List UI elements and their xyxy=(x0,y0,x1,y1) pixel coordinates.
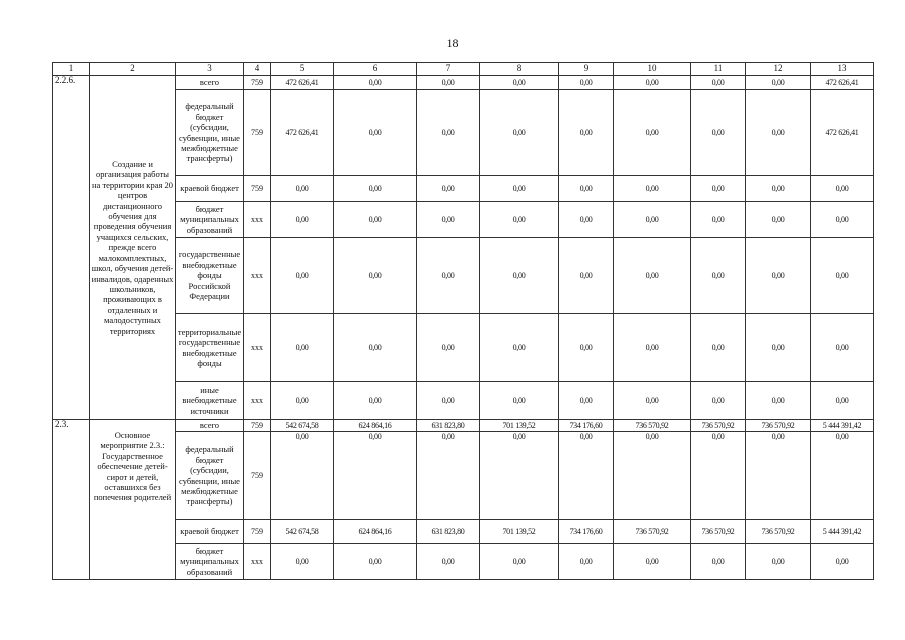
amount-cell: 0,00 xyxy=(417,544,480,580)
funding-source: бюджет муниципальных образований xyxy=(176,544,244,580)
amount-cell: 0,00 xyxy=(417,238,480,314)
amount-cell: 0,00 xyxy=(559,90,614,176)
item-code: 2.3. xyxy=(53,420,90,580)
amount-cell: 5 444 391,42 xyxy=(811,520,874,544)
budget-code: ххх xyxy=(244,314,271,382)
amount-cell: 0,00 xyxy=(691,382,746,420)
page-number: 18 xyxy=(446,36,459,50)
funding-source: государственные внебюджетные фонды Российской Федерации xyxy=(176,238,244,314)
header-cell: 13 xyxy=(811,63,874,76)
amount-cell: 736 570,92 xyxy=(614,420,691,432)
amount-cell: 0,00 xyxy=(417,76,480,90)
amount-cell: 472 626,41 xyxy=(811,90,874,176)
amount-cell: 736 570,92 xyxy=(691,420,746,432)
amount-cell: 0,00 xyxy=(746,202,811,238)
table-row xyxy=(53,382,874,420)
amount-cell: 701 139,52 xyxy=(480,520,559,544)
amount-cell: 0,00 xyxy=(480,544,559,580)
table-row xyxy=(53,76,874,90)
header-row xyxy=(53,63,874,76)
funding-source: краевой бюджет xyxy=(176,520,244,544)
amount-cell: 0,00 xyxy=(811,238,874,314)
amount-cell: 0,00 xyxy=(334,432,417,520)
amount-cell: 0,00 xyxy=(417,176,480,202)
header-cell: 6 xyxy=(334,63,417,76)
amount-cell: 0,00 xyxy=(746,238,811,314)
amount-cell: 0,00 xyxy=(811,432,874,520)
table-row xyxy=(53,90,874,176)
header-cell: 7 xyxy=(417,63,480,76)
amount-cell: 0,00 xyxy=(691,202,746,238)
amount-cell: 736 570,92 xyxy=(691,520,746,544)
item-description: Основное мероприятие 2.3.: Государственное обеспечение детей-сирот и детей, оставшихся без попечения родителей xyxy=(90,420,176,580)
budget-code: 759 xyxy=(244,420,271,432)
table-row xyxy=(53,520,874,544)
amount-cell: 701 139,52 xyxy=(480,420,559,432)
amount-cell: 0,00 xyxy=(480,90,559,176)
amount-cell: 0,00 xyxy=(559,432,614,520)
amount-cell: 0,00 xyxy=(334,382,417,420)
amount-cell: 0,00 xyxy=(334,202,417,238)
header-cell: 4 xyxy=(244,63,271,76)
amount-cell: 0,00 xyxy=(691,314,746,382)
funding-source: бюджет муниципальных образований xyxy=(176,202,244,238)
header-cell: 9 xyxy=(559,63,614,76)
amount-cell: 0,00 xyxy=(614,90,691,176)
amount-cell: 0,00 xyxy=(746,76,811,90)
amount-cell: 0,00 xyxy=(559,76,614,90)
amount-cell: 0,00 xyxy=(746,544,811,580)
amount-cell: 0,00 xyxy=(746,314,811,382)
header-cell: 1 xyxy=(53,63,90,76)
amount-cell: 0,00 xyxy=(417,314,480,382)
amount-cell: 0,00 xyxy=(614,314,691,382)
amount-cell: 0,00 xyxy=(271,176,334,202)
amount-cell: 0,00 xyxy=(271,202,334,238)
header-cell: 5 xyxy=(271,63,334,76)
amount-cell: 734 176,60 xyxy=(559,420,614,432)
amount-cell: 472 626,41 xyxy=(271,76,334,90)
amount-cell: 0,00 xyxy=(559,238,614,314)
amount-cell: 0,00 xyxy=(614,176,691,202)
amount-cell: 472 626,41 xyxy=(811,76,874,90)
amount-cell: 0,00 xyxy=(691,544,746,580)
amount-cell: 0,00 xyxy=(811,314,874,382)
amount-cell: 0,00 xyxy=(417,432,480,520)
budget-code: 759 xyxy=(244,176,271,202)
header-cell: 2 xyxy=(90,63,176,76)
amount-cell: 0,00 xyxy=(691,432,746,520)
amount-cell: 0,00 xyxy=(614,202,691,238)
table-row xyxy=(53,176,874,202)
funding-source: всего xyxy=(176,76,244,90)
item-code: 2.2.6. xyxy=(53,76,90,420)
budget-code: 759 xyxy=(244,90,271,176)
amount-cell: 736 570,92 xyxy=(746,420,811,432)
table-row xyxy=(53,432,874,520)
amount-cell: 0,00 xyxy=(746,432,811,520)
amount-cell: 0,00 xyxy=(559,544,614,580)
amount-cell: 0,00 xyxy=(334,544,417,580)
funding-source: всего xyxy=(176,420,244,432)
amount-cell: 0,00 xyxy=(559,314,614,382)
amount-cell: 0,00 xyxy=(417,382,480,420)
amount-cell: 0,00 xyxy=(271,382,334,420)
amount-cell: 542 674,58 xyxy=(271,520,334,544)
header-cell: 8 xyxy=(480,63,559,76)
amount-cell: 0,00 xyxy=(559,176,614,202)
table-row xyxy=(53,420,874,432)
budget-code: ххх xyxy=(244,382,271,420)
amount-cell: 0,00 xyxy=(691,76,746,90)
table-row xyxy=(53,314,874,382)
amount-cell: 734 176,60 xyxy=(559,520,614,544)
table-row xyxy=(53,544,874,580)
header-cell: 12 xyxy=(746,63,811,76)
amount-cell: 631 823,80 xyxy=(417,520,480,544)
amount-cell: 0,00 xyxy=(480,202,559,238)
amount-cell: 0,00 xyxy=(559,202,614,238)
amount-cell: 0,00 xyxy=(811,382,874,420)
header-cell: 11 xyxy=(691,63,746,76)
funding-source: федеральный бюджет (субсидии, субвенции, иные межбюджетные трансферты) xyxy=(176,90,244,176)
budget-code: 759 xyxy=(244,432,271,520)
amount-cell: 624 864,16 xyxy=(334,420,417,432)
amount-cell: 472 626,41 xyxy=(271,90,334,176)
funding-source: территориальные государственные внебюджетные фонды xyxy=(176,314,244,382)
amount-cell: 624 864,16 xyxy=(334,520,417,544)
amount-cell: 0,00 xyxy=(480,76,559,90)
amount-cell: 0,00 xyxy=(334,76,417,90)
amount-cell: 0,00 xyxy=(811,544,874,580)
amount-cell: 0,00 xyxy=(480,382,559,420)
amount-cell: 0,00 xyxy=(614,432,691,520)
budget-table xyxy=(52,62,874,580)
amount-cell: 5 444 391,42 xyxy=(811,420,874,432)
amount-cell: 0,00 xyxy=(271,544,334,580)
funding-source: краевой бюджет xyxy=(176,176,244,202)
amount-cell: 0,00 xyxy=(746,90,811,176)
budget-code: 759 xyxy=(244,520,271,544)
amount-cell: 0,00 xyxy=(614,238,691,314)
amount-cell: 0,00 xyxy=(417,202,480,238)
funding-source: иные внебюджетные источники xyxy=(176,382,244,420)
header-cell: 3 xyxy=(176,63,244,76)
funding-source: федеральный бюджет (субсидии, субвенции, иные межбюджетные трансферты) xyxy=(176,432,244,520)
amount-cell: 0,00 xyxy=(614,382,691,420)
budget-code: 759 xyxy=(244,76,271,90)
amount-cell: 0,00 xyxy=(480,432,559,520)
table-row xyxy=(53,238,874,314)
amount-cell: 0,00 xyxy=(811,176,874,202)
amount-cell: 631 823,80 xyxy=(417,420,480,432)
amount-cell: 0,00 xyxy=(271,238,334,314)
amount-cell: 0,00 xyxy=(480,176,559,202)
amount-cell: 0,00 xyxy=(271,314,334,382)
amount-cell: 0,00 xyxy=(271,432,334,520)
amount-cell: 0,00 xyxy=(746,176,811,202)
amount-cell: 0,00 xyxy=(417,90,480,176)
amount-cell: 0,00 xyxy=(691,238,746,314)
amount-cell: 736 570,92 xyxy=(614,520,691,544)
header-cell: 10 xyxy=(614,63,691,76)
amount-cell: 0,00 xyxy=(334,176,417,202)
amount-cell: 542 674,58 xyxy=(271,420,334,432)
amount-cell: 0,00 xyxy=(691,176,746,202)
amount-cell: 0,00 xyxy=(334,90,417,176)
amount-cell: 0,00 xyxy=(334,314,417,382)
amount-cell: 0,00 xyxy=(691,90,746,176)
budget-code: ххх xyxy=(244,238,271,314)
amount-cell: 0,00 xyxy=(746,382,811,420)
amount-cell: 0,00 xyxy=(614,544,691,580)
amount-cell: 0,00 xyxy=(559,382,614,420)
amount-cell: 0,00 xyxy=(614,76,691,90)
item-description: Создание и организация работы на территории края 20 центров дистанционного обучения для проведения обучения учащихся сельских, прежде всего малокомплектных, школ, обучения детей-инвалидов, одаренных школьников, проживающих в отдаленных и малодоступных территориях xyxy=(90,76,176,420)
amount-cell: 736 570,92 xyxy=(746,520,811,544)
amount-cell: 0,00 xyxy=(480,238,559,314)
amount-cell: 0,00 xyxy=(480,314,559,382)
table-row xyxy=(53,202,874,238)
budget-code: ххх xyxy=(244,544,271,580)
budget-code: ххх xyxy=(244,202,271,238)
amount-cell: 0,00 xyxy=(334,238,417,314)
amount-cell: 0,00 xyxy=(811,202,874,238)
